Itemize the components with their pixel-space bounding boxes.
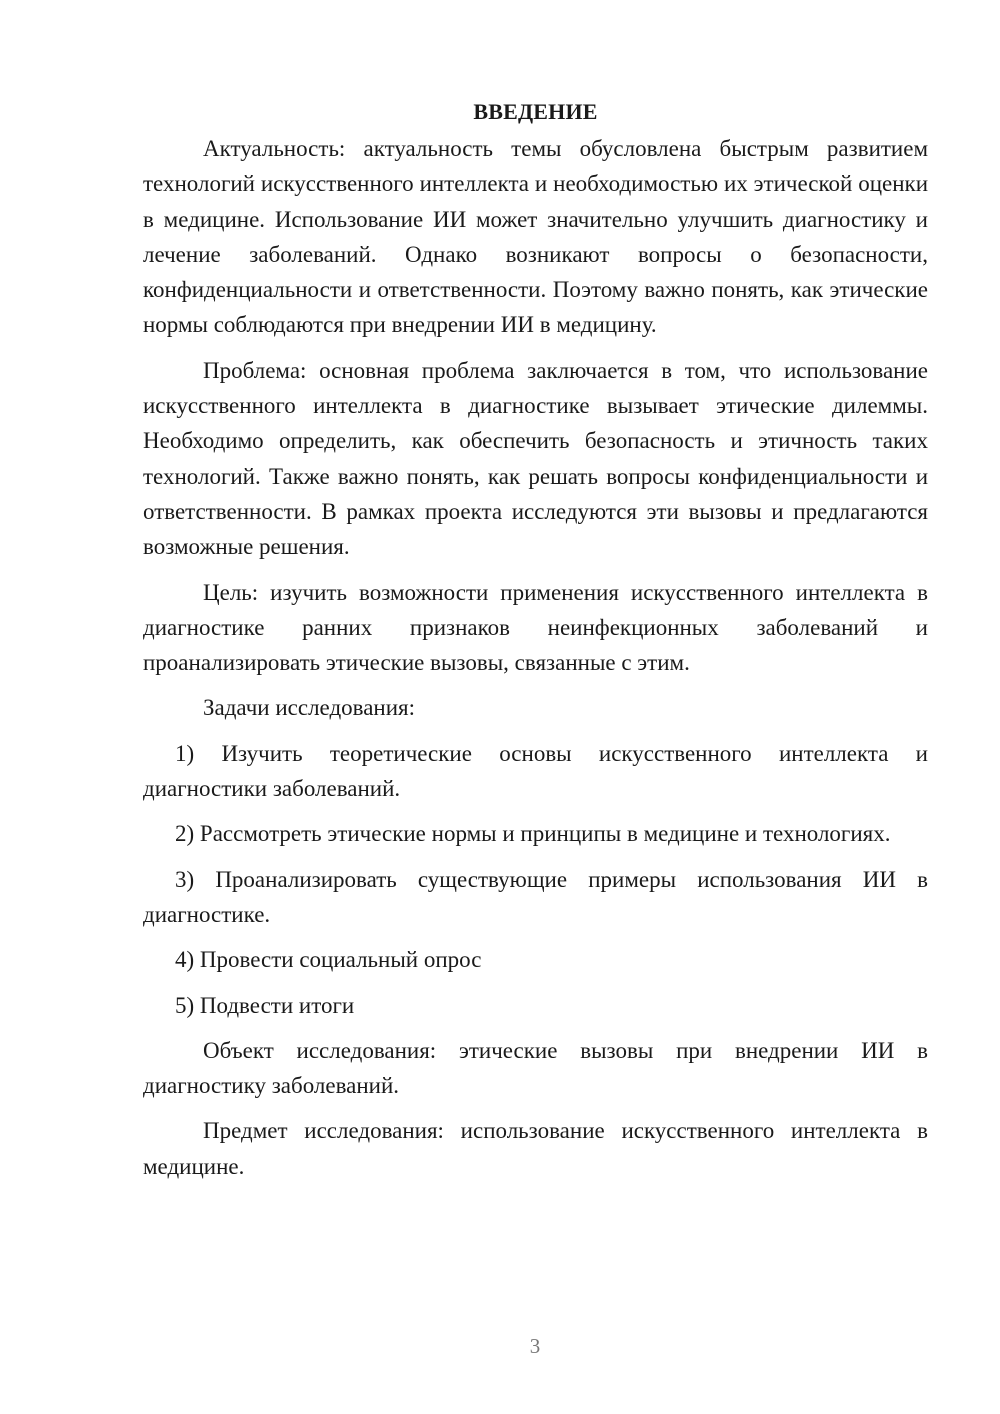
tasks-heading: Задачи исследования: [203,695,416,721]
goal-paragraph: Цель: изучить возможности применения искусственного интеллекта в диагностике ранних признаков неинфекционных заболеваний и проанализировать этические вызовы, связанные с этим. [143,579,928,676]
object-paragraph: Объект исследования: этические вызовы при внедрении ИИ в диагностику заболеваний. [143,1037,928,1099]
page-content [143,94,928,1194]
task-item-3: 3) Проанализировать существующие примеры использования ИИ в диагностике. [143,866,928,927]
subject-paragraph: Предмет исследования: использование искусственного интеллекта в медицине. [143,1118,928,1179]
relevance-paragraph: Актуальность: актуальность темы обусловлена быстрым развитием технологий искусственного интеллекта и необходимостью их этической оценки в медицине. Использование ИИ может значительно улучшить диагностику и лечение заболеваний. Однако возникают вопросы о безопасности, конфиденциальности и ответственности. Поэтому важно понять, как этические нормы соблюдаются при внедрении ИИ в медицину. [143,136,928,338]
task-item-2: 2) Рассмотреть этические нормы и принципы в медицине и технологиях. [175,821,891,847]
section-title: ВВЕДЕНИЕ [473,99,598,124]
page-number: 3 [529,1334,541,1358]
task-item-5: 5) Подвести итоги [175,992,355,1018]
task-item-1: 1) Изучить теоретические основы искусственного интеллекта и диагностики заболеваний. [143,740,928,802]
task-item-4: 4) Провести социальный опрос [175,947,482,973]
problem-paragraph: Проблема: основная проблема заключается в том, что использование искусственного интеллекта в диагностике вызывает этические дилеммы. Необходимо определить, как обеспечить безопасность и этичность таких технологий. Также важно понять, как решать вопросы конфиденциальности и ответственности. В рамках проекта исследуются эти вызовы и предлагаются возможные решения. [143,357,928,560]
